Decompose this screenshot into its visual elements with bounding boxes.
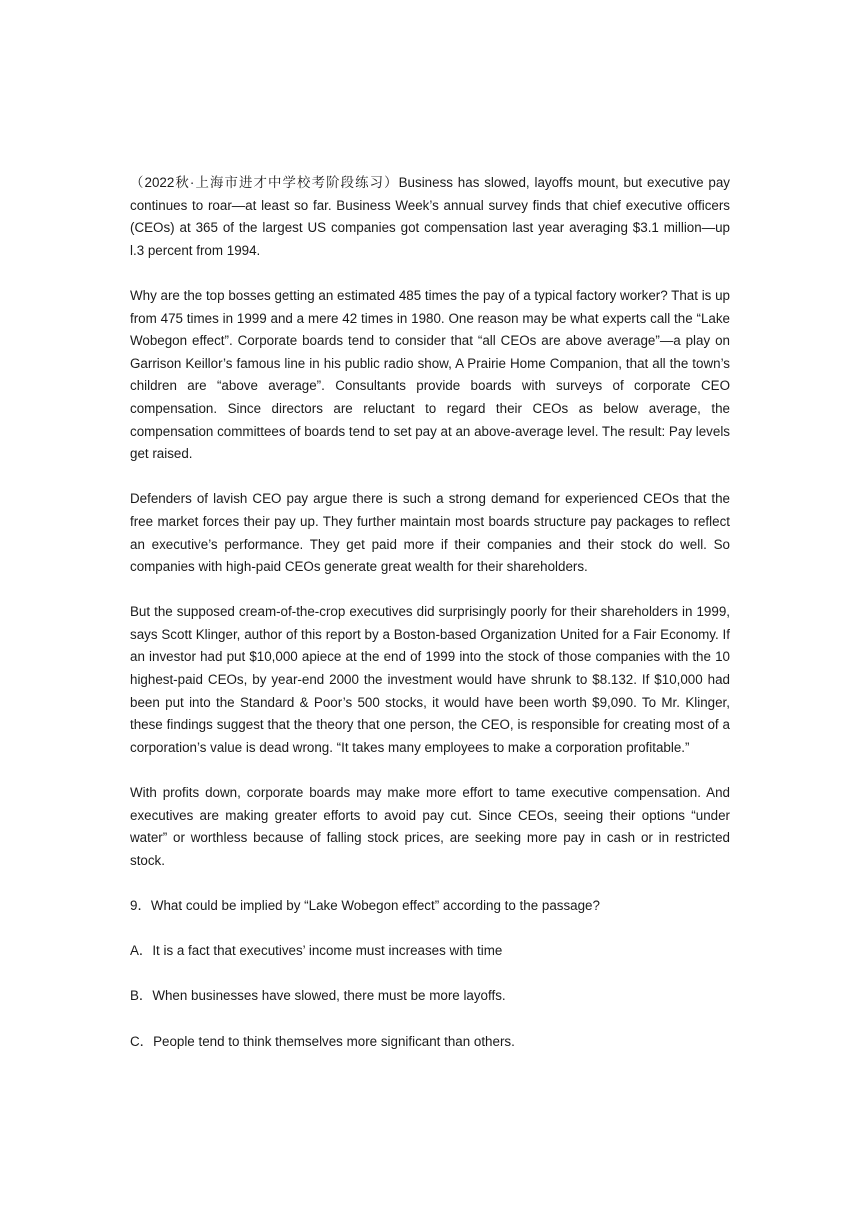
- option-c: [130, 1031, 730, 1054]
- question-text: What could be implied by “Lake Wobegon effect” according to the passage?: [150, 898, 600, 913]
- passage-paragraph-5: With profits down, corporate boards may make more effort to tame executive compensation. And executives are making greater efforts to avoid pay cut. Since CEOs, seeing their options “under water” or worthless because of falling stock prices, are seeking more pay in cash or in restricted stock.: [130, 785, 730, 868]
- passage-paragraph-1: [130, 172, 730, 262]
- question-9: [130, 895, 730, 918]
- paragraph-1-text: Business has slowed, layoffs mount, but executive pay continues to roar—at least so far. Business Week’s annual survey finds that chief executive officers (CEOs) at 365 of the largest US companies got compensation last year averaging $3.1 million—up l.3 percent from 1994.: [130, 175, 730, 258]
- option-c-text: People tend to think themselves more significant than others.: [153, 1033, 515, 1049]
- option-a-text: It is a fact that executives’ income must increases with time: [152, 943, 503, 959]
- passage-paragraph-2: Why are the top bosses getting an estimated 485 times the pay of a typical factory worker? That is up from 475 times in 1999 and a mere 42 times in 1980. One reason may be what experts call the “Lake Wobegon effect”. Corporate boards tend to consider that “all CEOs are above average”—a play on Garrison Keillor’s famous line in his public radio show, A Prairie Home Companion, that all the town’s children are “above average”. Consultants provide boards with surveys of corporate CEO compensation. Since directors are reluctant to regard their CEOs as below average, the compensation committees of boards tend to set pay at an above-average level. The result: Pay levels get raised.: [130, 287, 730, 462]
- source-note: （2022秋·上海市进才中学校考阶段练习）: [130, 175, 399, 190]
- option-b-label: B．: [130, 988, 153, 1004]
- document-page: [130, 172, 730, 1076]
- passage-paragraph-3: Defenders of lavish CEO pay argue there is such a strong demand for experienced CEOs that the free market forces their pay up. They further maintain most boards structure pay packages to reflect an executive’s performance. They get paid more if their companies and their stock do well. So companies with high-paid CEOs generate great wealth for their shareholders.: [130, 491, 730, 575]
- question-number: 9．: [130, 898, 151, 913]
- option-c-label: C．: [130, 1033, 154, 1049]
- option-a: [130, 940, 730, 963]
- option-b: [130, 985, 730, 1008]
- passage-paragraph-4: But the supposed cream-of-the-crop executives did surprisingly poorly for their shareholders in 1999, says Scott Klinger, author of this report by a Boston-based Organization United for a Fair Economy. If an investor had put $10,000 apiece at the end of 1999 into the stock of those companies with the 10 highest-paid CEOs, by year-end 2000 the investment would have shrunk to $8.132. If $10,000 had been put into the Standard & Poor’s 500 stocks, it would have been worth $9,090. To Mr. Klinger, these findings suggest that the theory that one person, the CEO, is responsible for creating most of a corporation’s value is dead wrong. “It takes many employees to make a corporation profitable.”: [130, 604, 730, 755]
- option-b-text: When businesses have slowed, there must be more layoffs.: [152, 988, 506, 1004]
- option-a-label: A．: [130, 943, 153, 959]
